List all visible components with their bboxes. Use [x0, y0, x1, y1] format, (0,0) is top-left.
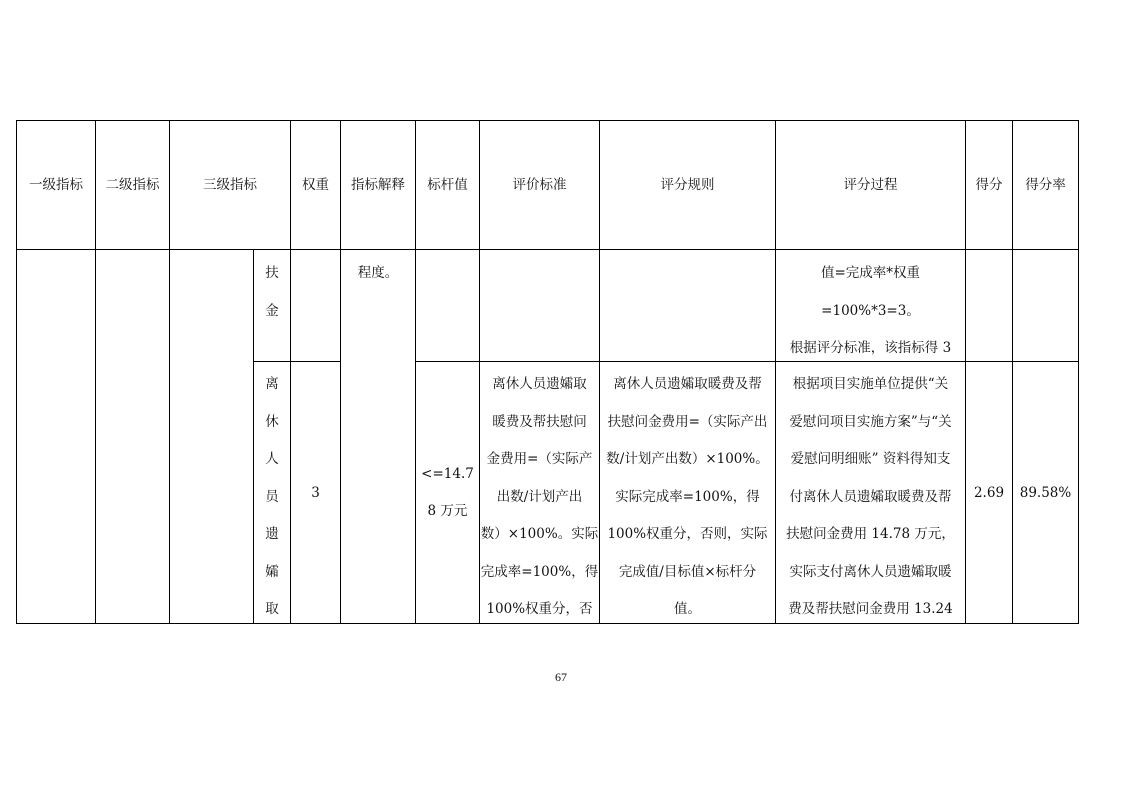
header-benchmark: 标杆值	[427, 177, 468, 193]
row1-indicator-name: 扶 金	[265, 265, 279, 319]
row2-criteria: 离休人员遗孀取 暖费及帮扶慰问 金费用=（实际产 出数/计划产出 数）×100%。实际 完成率=100%，得 100%权重分，否	[480, 376, 599, 617]
row2-rate: 89.58%	[1019, 485, 1072, 501]
header-level3: 三级指标	[203, 177, 257, 193]
page-number: 67	[555, 670, 567, 684]
header-criteria: 评价标准	[512, 177, 567, 193]
header-rate: 得分率	[1025, 177, 1066, 193]
row2-rules: 离休人员遗孀取暖费及帮 扶慰问金费用=（实际产出 数/计划产出数）×100%。 实际完成率=100%，得 100%权重分，否则，实际 完成值/目标值×标杆分 值。	[606, 376, 769, 617]
row2-weight: 3	[311, 485, 320, 501]
row1-process: 值=完成率*权重=100%*3=3。 根据评分标准，该指标得 3	[789, 265, 952, 356]
header-score: 得分	[975, 177, 1003, 193]
row2-benchmark: <=14.7 8 万元	[421, 465, 474, 519]
row2-score: 2.69	[973, 485, 1005, 501]
table-border-bottom	[16, 623, 1079, 624]
header-process: 评分过程	[843, 177, 898, 193]
row1-explain: 程度。	[357, 265, 399, 281]
header-rules: 评分规则	[660, 177, 715, 193]
header-weight: 权重	[302, 177, 329, 193]
header-level2: 二级指标	[105, 177, 160, 193]
evaluation-table	[16, 120, 1079, 624]
row2-indicator-name: 离 休 人 员 遗 孀 取	[265, 376, 279, 617]
row2-process: 根据项目实施单位提供“关 爱慰问项目实施方案”与“关 爱慰问明细账” 资料得知支 付离休人员遗孀取暖费及帮 扶慰问金费用 14.78 万元， 实际支付离休人员遗孀取暖 费及帮扶慰问金费用 13.24	[786, 376, 955, 617]
header-explain: 指标解释	[351, 177, 405, 193]
header-level1: 一级指标	[29, 177, 83, 193]
